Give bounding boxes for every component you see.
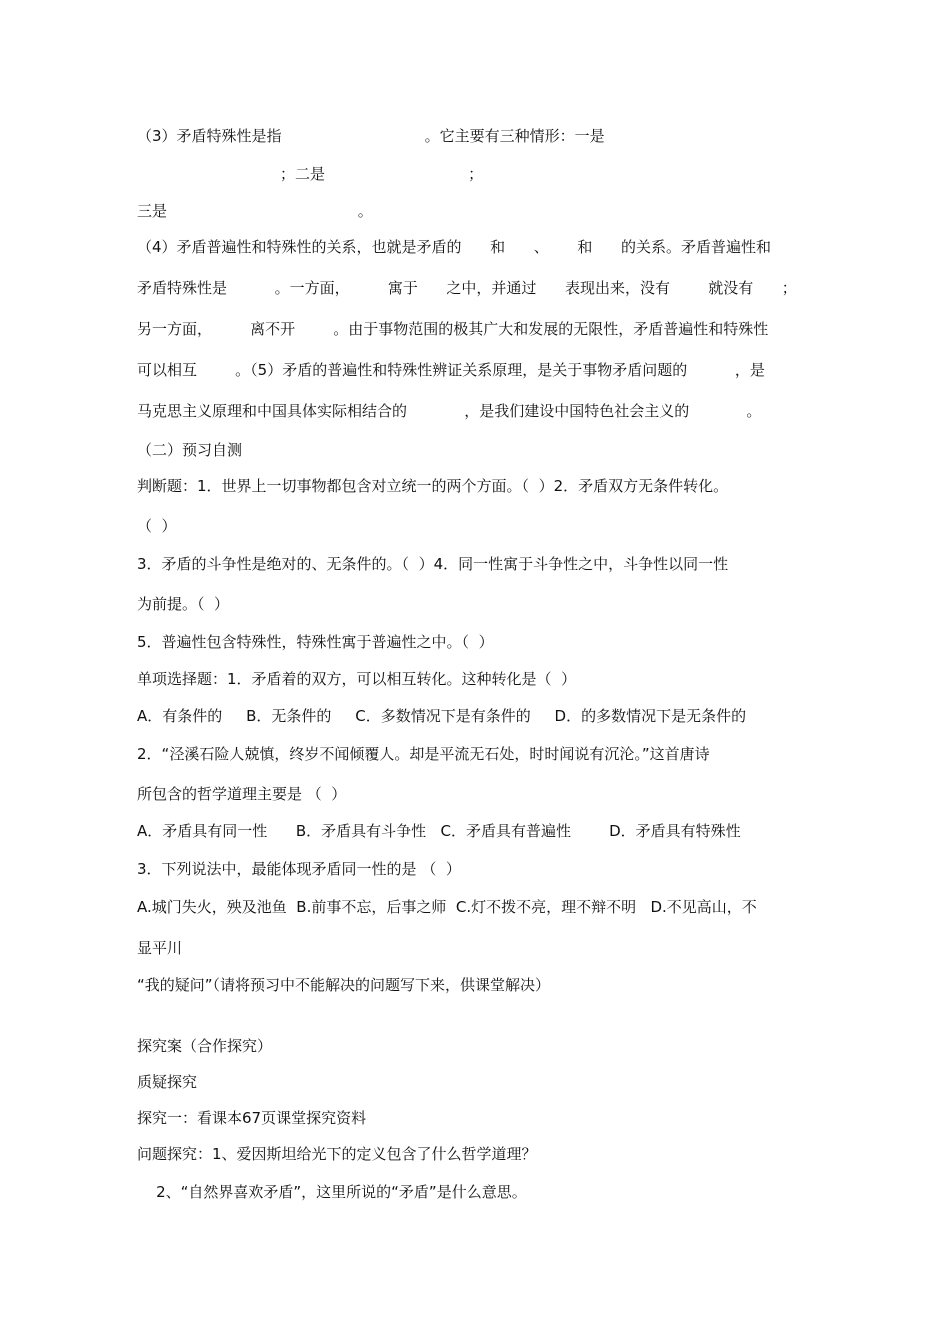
text-line: A．矛盾具有同一性 B．矛盾具有斗争性 C．矛盾具有普遍性 D．矛盾具有特殊性 <box>137 822 741 840</box>
text-line: 单项选择题：1．矛盾着的双方，可以相互转化。这种转化是（ ） <box>137 670 577 688</box>
text-line: 另一方面， 离不开 。由于事物范围的极其广大和发展的无限性，矛盾普遍性和特殊性 <box>137 320 769 338</box>
text-line: （3）矛盾特殊性是指 。它主要有三种情形：一是 <box>137 127 605 145</box>
text-line: 判断题：1．世界上一切事物都包含对立统一的两个方面。（ ）2．矛盾双方无条件转化。 <box>137 477 729 495</box>
text-line: （ ） <box>137 517 177 535</box>
text-line: 探究一：看课本67页课堂探究资料 <box>137 1109 367 1127</box>
text-line: 问题探究：1、爱因斯坦给光下的定义包含了什么哲学道理？ <box>137 1145 537 1163</box>
text-line: A.城门失火，殃及池鱼 B.前事不忘，后事之师 C.灯不拨不亮，理不辩不明 D.不见高山，不 <box>137 898 757 916</box>
text-line: 为前提。（ ） <box>137 595 230 613</box>
text-line: A．有条件的 B．无条件的 C．多数情况下是有条件的 D．的多数情况下是无条件的 <box>137 707 747 725</box>
section-heading: 探究案（合作探究） <box>137 1037 273 1055</box>
text-line: 3．矛盾的斗争性是绝对的、无条件的。（ ）4．同一性寓于斗争性之中，斗争性以同一性 <box>137 555 729 573</box>
text-line: 5．普遍性包含特殊性，特殊性寓于普遍性之中。（ ） <box>137 633 494 651</box>
text-line: 2、“自然界喜欢矛盾”，这里所说的“矛盾”是什么意思。 <box>137 1183 527 1201</box>
text-line: 所包含的哲学道理主要是 （ ） <box>137 785 347 803</box>
section-heading: （二）预习自测 <box>137 441 243 459</box>
text-line: “我的疑问”（请将预习中不能解决的问题写下来，供课堂解决） <box>137 976 551 994</box>
text-line: 矛盾特殊性是 。一方面， 寓于 之中，并通过 表现出来，没有 就没有 ； <box>137 279 797 297</box>
text-line: 马克思主义原理和中国具体实际相结合的 ，是我们建设中国特色社会主义的 。 <box>137 402 762 420</box>
text-line: （4）矛盾普遍性和特殊性的关系，也就是矛盾的 和 、 和 的关系。矛盾普遍性和 <box>137 238 771 256</box>
text-line: 2．“泾溪石险人兢慎，终岁不闻倾覆人。却是平流无石处，时时闻说有沉沦。”这首唐诗 <box>137 745 710 763</box>
text-line: 3．下列说法中，最能体现矛盾同一性的是 （ ） <box>137 860 461 878</box>
text-line: 显平川 <box>137 939 183 957</box>
section-heading: 质疑探究 <box>137 1073 198 1091</box>
text-line: ；二是 ； <box>137 165 484 183</box>
text-line: 三是 。 <box>137 202 373 220</box>
text-line: 可以相互 。（5）矛盾的普遍性和特殊性辨证关系原理，是关于事物矛盾问题的 ，是 <box>137 361 765 379</box>
